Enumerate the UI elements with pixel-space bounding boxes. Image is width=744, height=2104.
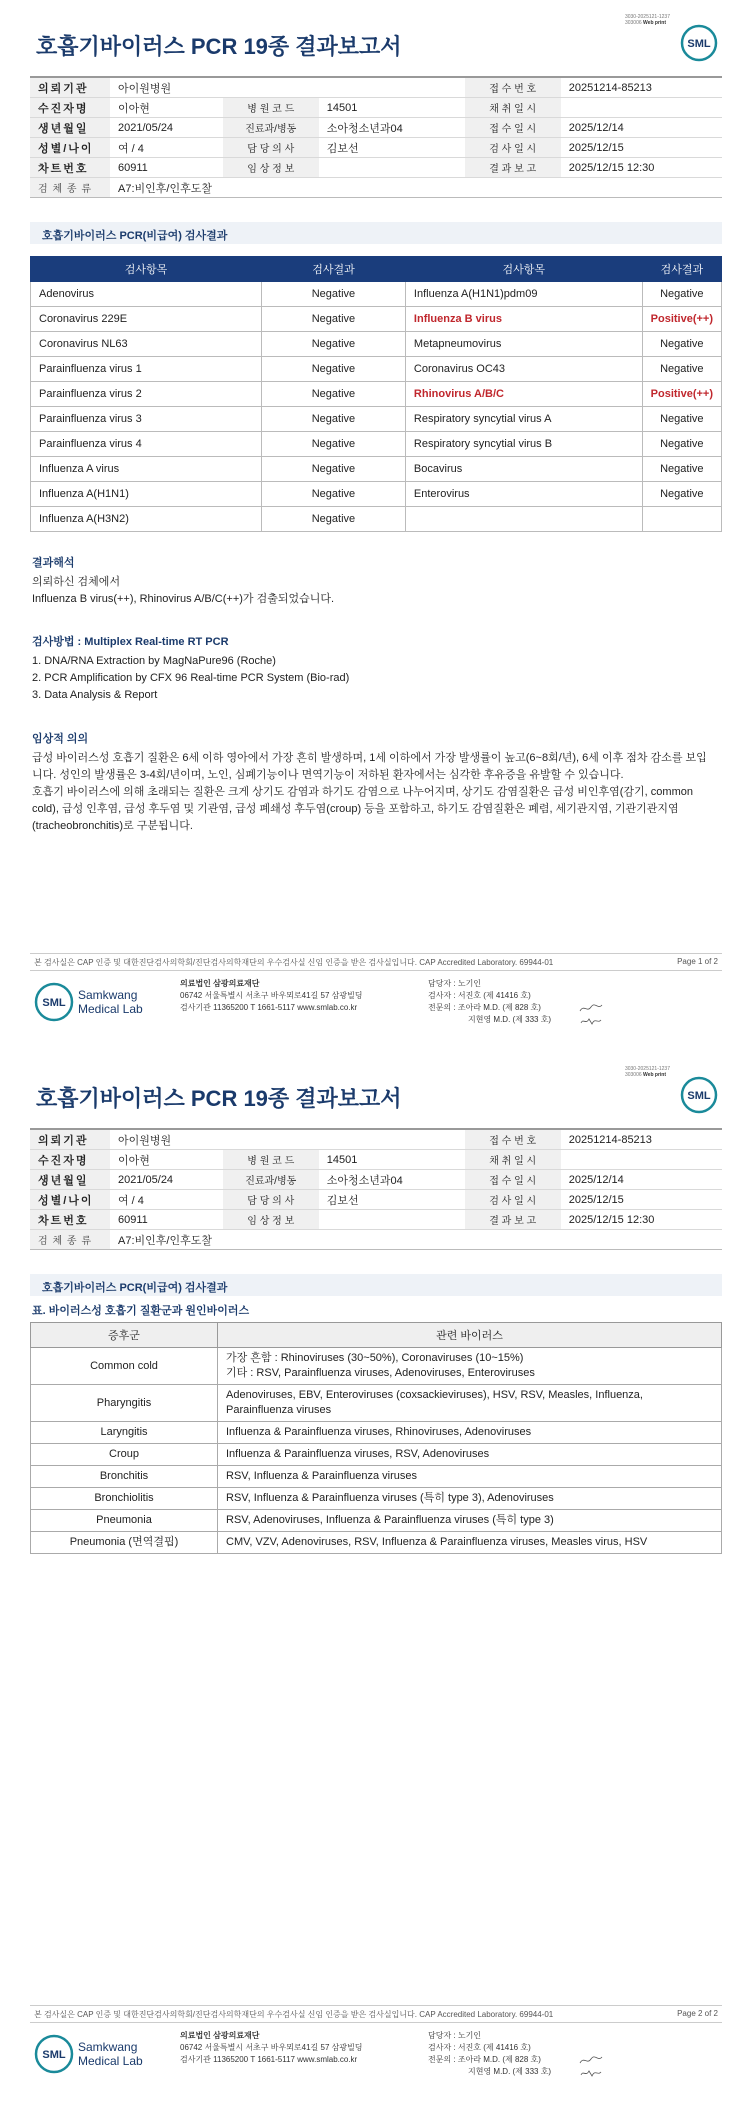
section-title-bar: 호흡기바이러스 PCR(비급여) 검사결과 — [30, 1274, 722, 1296]
table-row — [31, 282, 722, 307]
clinical-paragraph: 호흡기 바이러스에 의해 초래되는 질환은 크게 상기도 감염과 하기도 감염으로 나누어지며, 상기도 감염질환은 급성 비인후염(감기, common cold), 급성 인후염, 급성 후두염 및 기관염, 급성 폐쇄성 후두염(croup) 등을 포함하고, 하기도 감염질환은 폐렴, 세기관지염, 기관기관지염(tracheobronchitis)로 구분됩니다. — [32, 786, 693, 832]
test-item: Respiratory syncytial virus A — [405, 407, 642, 432]
method-step: 1. DNA/RNA Extraction by MagNaPure96 (Roche) — [32, 655, 276, 667]
table-row — [31, 382, 722, 407]
interpretation-line: 의뢰하신 검체에서 — [32, 576, 121, 588]
table-row — [31, 1532, 722, 1554]
virus-line: Influenza & Parainfluenza viruses, Rhinoviruses, Adenoviruses — [226, 1426, 532, 1438]
test-result: Negative — [261, 432, 405, 457]
table-row — [31, 1385, 722, 1422]
related-viruses — [218, 1422, 722, 1444]
signature-icon — [578, 1002, 604, 1014]
test-item: Influenza A(H1N1)pdm09 — [405, 282, 642, 307]
table-row — [31, 357, 722, 382]
test-item: Parainfluenza virus 2 — [31, 382, 262, 407]
syndrome-name: Croup — [31, 1444, 218, 1466]
table-row — [31, 307, 722, 332]
clinical-paragraph: 급성 바이러스성 호흡기 질환은 6세 이하 영아에서 가장 흔히 발생하며, 1세 이하에서 가장 발생률이 높고(6~8회/년), 6세 이후 점차 감소를 보입니다. 성인의 발생률은 3-4회/년이며, 노인, 심폐기능이나 면역기능이 저하된 환자에서는 심각한 후유증을 유발할 수 있습니다. — [32, 752, 707, 781]
test-item: Coronavirus OC43 — [405, 357, 642, 382]
clinical-meaning-section — [32, 731, 712, 835]
test-result: Negative — [261, 332, 405, 357]
virus-line: Influenza & Parainfluenza viruses, RSV, Adenoviruses — [226, 1448, 490, 1460]
test-result: Negative — [642, 457, 721, 482]
related-viruses — [218, 1510, 722, 1532]
test-result: Negative — [642, 407, 721, 432]
related-viruses — [218, 1348, 722, 1385]
test-item: Coronavirus NL63 — [31, 332, 262, 357]
test-item: Influenza A(H1N1) — [31, 482, 262, 507]
sml-logo-icon — [680, 24, 718, 62]
test-result: Positive(++) — [642, 307, 721, 332]
results-header: 검사결과 — [642, 257, 721, 282]
test-item — [405, 507, 642, 532]
method-step: 3. Data Analysis & Report — [32, 689, 158, 701]
signatures: 담당자 : 노기인 검사자 : 서진호 (제 41416 호) 전문의 : 조아라 M.D. (제 828 호) 지현영 M.D. (제 333 호) — [428, 2031, 552, 2076]
svg-text:SML: SML — [42, 997, 66, 1009]
related-viruses — [218, 1532, 722, 1554]
report-page-2 — [0, 1052, 744, 2104]
lab-footer — [30, 2030, 722, 2100]
results-header-row — [31, 257, 722, 282]
table-row — [31, 432, 722, 457]
table-row — [31, 407, 722, 432]
test-result: Negative — [642, 332, 721, 357]
test-result: Negative — [261, 357, 405, 382]
table-row — [31, 1444, 722, 1466]
syndrome-name: Pneumonia (면역결핍) — [31, 1532, 218, 1554]
table-row — [31, 1348, 722, 1385]
svg-text:Medical Lab: Medical Lab — [78, 2054, 143, 2068]
related-viruses — [218, 1385, 722, 1422]
patient-info-table: 의뢰기관 아이원병원 접 수 번 호 20251214-85213 수진자명 이아현 병 원 코 드 14501 채 취 일 시 생년월일 2021/05/24 진료과/병동 소아청소년과04 접 수 일 시 2025/12/14 성별/나이 여 / 4 담 당 의 사 김보선 검 사 일 시 2025/12/15 차트번호 60911 임 상 정 보 결 과 보 고 2025/12/15 12:30 검 체 종 류 A7:비인후/인후도찰 — [30, 1128, 722, 1250]
disease-header: 증후군 — [31, 1323, 218, 1348]
test-result: Negative — [261, 482, 405, 507]
svg-text:Samkwang: Samkwang — [78, 988, 138, 1002]
sml-logo-icon — [680, 1076, 718, 1114]
results-header: 검사항목 — [31, 257, 262, 282]
svg-text:SML: SML — [42, 2049, 66, 2061]
signature-icon — [578, 2067, 604, 2079]
test-item: Enterovirus — [405, 482, 642, 507]
test-result — [642, 507, 721, 532]
syndrome-name: Common cold — [31, 1348, 218, 1385]
lab-footer — [30, 978, 722, 1048]
test-result: Negative — [261, 507, 405, 532]
test-item: Influenza A virus — [31, 457, 262, 482]
signature-icon — [578, 2054, 604, 2066]
syndrome-name: Bronchiolitis — [31, 1488, 218, 1510]
related-viruses — [218, 1488, 722, 1510]
table-row — [31, 1466, 722, 1488]
report-header — [30, 10, 722, 70]
samkwang-logo-icon — [34, 980, 144, 1024]
method-title: 검사방법 : Multiplex Real-time RT PCR — [32, 636, 229, 648]
disease-header: 관련 바이러스 — [218, 1323, 722, 1348]
svg-text:Medical Lab: Medical Lab — [78, 1002, 143, 1016]
test-result: Negative — [261, 457, 405, 482]
samkwang-logo-icon — [34, 2032, 144, 2076]
clinical-meaning-title: 임상적 의의 — [32, 733, 89, 745]
virus-line: RSV, Adenoviruses, Influenza & Parainfluenza viruses (특히 type 3) — [226, 1514, 554, 1526]
test-result: Negative — [642, 482, 721, 507]
svg-text:Samkwang: Samkwang — [78, 2040, 138, 2054]
table-row — [31, 482, 722, 507]
disease-table-subtitle: 표. 바이러스성 호흡기 질환군과 원인바이러스 — [32, 1305, 250, 1317]
test-result: Negative — [261, 407, 405, 432]
table-row — [31, 1422, 722, 1444]
disease-header-row — [31, 1323, 722, 1348]
related-viruses — [218, 1466, 722, 1488]
syndrome-name: Laryngitis — [31, 1422, 218, 1444]
table-row — [31, 507, 722, 532]
results-header: 검사결과 — [261, 257, 405, 282]
syndrome-name: Pharyngitis — [31, 1385, 218, 1422]
page-number: Page 2 of 2 — [677, 2009, 718, 2018]
report-title: 호흡기바이러스 PCR 19종 결과보고서 — [36, 1086, 402, 1111]
lab-info: 의료법인 삼광의료재단 06742 서울특별시 서초구 바우뫼로41길 57 삼광빌딩 검사기관 11365200 T 1661-5117 www.smlab.co.kr — [180, 979, 363, 1012]
page-number: Page 1 of 2 — [677, 957, 718, 966]
test-item: Metapneumovirus — [405, 332, 642, 357]
syndrome-name: Bronchitis — [31, 1466, 218, 1488]
test-item: Parainfluenza virus 3 — [31, 407, 262, 432]
related-viruses — [218, 1444, 722, 1466]
interpretation-line: Influenza B virus(++), Rhinovirus A/B/C(++)가 검출되었습니다. — [32, 593, 335, 605]
report-header — [30, 1062, 722, 1122]
certification-line: 본 검사실은 CAP 인증 및 대한진단검사의학회/진단검사의학재단의 우수검사실 신임 인증을 받은 검사실입니다. CAP Accredited Laboratory. 69944-01 Page 1 of 2 — [30, 953, 722, 971]
report-title: 호흡기바이러스 PCR 19종 결과보고서 — [36, 34, 402, 59]
test-item: Adenovirus — [31, 282, 262, 307]
test-result: Positive(++) — [642, 382, 721, 407]
test-result: Negative — [642, 432, 721, 457]
test-item: Coronavirus 229E — [31, 307, 262, 332]
interpretation-title: 결과해석 — [32, 557, 75, 569]
test-item: Bocavirus — [405, 457, 642, 482]
virus-line: CMV, VZV, Adenoviruses, RSV, Influenza & Parainfluenza viruses, Measles virus, HSV — [226, 1536, 648, 1548]
test-item: Parainfluenza virus 1 — [31, 357, 262, 382]
print-info: 3030-2025121-1237 303006 Web print — [624, 1066, 670, 1078]
table-row — [31, 1510, 722, 1532]
method-step: 2. PCR Amplification by CFX 96 Real-time PCR System (Bio-rad) — [32, 672, 350, 684]
svg-text:SML: SML — [687, 1090, 711, 1102]
lab-info: 의료법인 삼광의료재단 06742 서울특별시 서초구 바우뫼로41길 57 삼광빌딩 검사기관 11365200 T 1661-5117 www.smlab.co.kr — [180, 2031, 363, 2064]
print-info: 3030-2025121-1237 303006 Web print — [624, 14, 670, 26]
virus-line: RSV, Influenza & Parainfluenza viruses — [226, 1470, 417, 1482]
test-result: Negative — [261, 382, 405, 407]
signature-icon — [578, 1015, 604, 1027]
test-result: Negative — [261, 282, 405, 307]
test-item: Respiratory syncytial virus B — [405, 432, 642, 457]
virus-line: 가장 흔함 : Rhinoviruses (30~50%), Coronaviruses (10~15%) — [226, 1352, 524, 1364]
syndrome-name: Pneumonia — [31, 1510, 218, 1532]
table-row — [31, 332, 722, 357]
signatures: 담당자 : 노기인 검사자 : 서진호 (제 41416 호) 전문의 : 조아라 M.D. (제 828 호) 지현영 M.D. (제 333 호) — [428, 979, 552, 1024]
table-row — [31, 457, 722, 482]
test-item: Influenza A(H3N2) — [31, 507, 262, 532]
test-item: Rhinovirus A/B/C — [405, 382, 642, 407]
results-header: 검사항목 — [405, 257, 642, 282]
certification-line: 본 검사실은 CAP 인증 및 대한진단검사의학회/진단검사의학재단의 우수검사실 신임 인증을 받은 검사실입니다. CAP Accredited Laboratory. 69944-01 Page 2 of 2 — [30, 2005, 722, 2023]
results-table — [30, 256, 722, 532]
test-item: Parainfluenza virus 4 — [31, 432, 262, 457]
interpretation-section — [32, 555, 712, 608]
test-result: Negative — [642, 282, 721, 307]
virus-line: 기타 : RSV, Parainfluenza viruses, Adenoviruses, Enteroviruses — [226, 1367, 535, 1379]
disease-table — [30, 1322, 722, 1554]
svg-text:SML: SML — [687, 38, 711, 50]
table-row — [31, 1488, 722, 1510]
test-item: Influenza B virus — [405, 307, 642, 332]
virus-line: Adenoviruses, EBV, Enteroviruses (coxsackieviruses), HSV, RSV, Measles, Influenza, Parainfluenza viruses — [226, 1389, 643, 1416]
test-result: Negative — [261, 307, 405, 332]
patient-info-table: 의뢰기관 아이원병원 접 수 번 호 20251214-85213 수진자명 이아현 병 원 코 드 14501 채 취 일 시 생년월일 2021/05/24 진료과/병동 소아청소년과04 접 수 일 시 2025/12/14 성별/나이 여 / 4 담 당 의 사 김보선 검 사 일 시 2025/12/15 차트번호 60911 임 상 정 보 결 과 보 고 2025/12/15 12:30 검 체 종 류 A7:비인후/인후도찰 — [30, 76, 722, 198]
test-result: Negative — [642, 357, 721, 382]
section-title-bar: 호흡기바이러스 PCR(비급여) 검사결과 — [30, 222, 722, 244]
method-section — [32, 634, 712, 704]
virus-line: RSV, Influenza & Parainfluenza viruses (특히 type 3), Adenoviruses — [226, 1492, 554, 1504]
